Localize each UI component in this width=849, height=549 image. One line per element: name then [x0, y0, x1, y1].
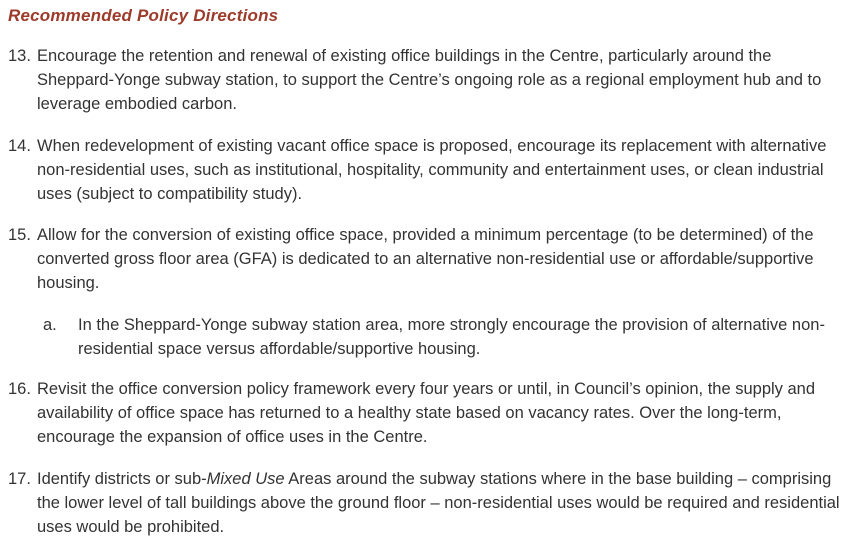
section-heading: Recommended Policy Directions	[8, 6, 279, 25]
policy-item-13	[8, 44, 840, 116]
item-text-part: Areas around the subway stations where in the base building – comprising the lower level of tall buildings above the ground floor – non-residential uses would be required and residential uses would be prohibited.	[37, 470, 840, 536]
policy-item-16	[8, 377, 840, 449]
policy-subitem-15a	[43, 313, 833, 361]
item-number: 16.	[8, 380, 31, 398]
policy-item-15	[8, 223, 840, 295]
item-text	[37, 467, 840, 539]
item-number: 13.	[8, 47, 31, 65]
item-text: Allow for the conversion of existing office space, provided a minimum percentage (to be determined) of the converted gross floor area (GFA) is dedicated to an alternative non-residential use or affordable/supportive housing.	[37, 226, 814, 292]
item-number: 14.	[8, 137, 31, 155]
policy-item-14	[8, 134, 840, 206]
item-text: When redevelopment of existing vacant office space is proposed, encourage its replacement with alternative non-residential uses, such as institutional, hospitality, community and entertainment uses, or clean industrial uses (subject to compatibility study).	[37, 137, 827, 203]
policy-item-17	[8, 467, 840, 539]
item-number: 15.	[8, 226, 31, 244]
subitem-text: In the Sheppard-Yonge subway station area, more strongly encourage the provision of alternative non-residential space versus affordable/supportive housing.	[78, 316, 825, 358]
item-text: Encourage the retention and renewal of existing office buildings in the Centre, particularly around the Sheppard-Yonge subway station, to support the Centre’s ongoing role as a regional employment hub and to leverage embodied carbon.	[37, 47, 822, 113]
item-text-italic: Mixed Use	[206, 470, 285, 488]
item-text: Revisit the office conversion policy framework every four years or until, in Council’s opinion, the supply and availability of office space has returned to a healthy state based on vacancy rates. Over the long-term, encourage the expansion of office uses in the Centre.	[37, 380, 816, 446]
item-number: 17.	[8, 470, 31, 488]
item-text-part: Identify districts or sub-	[37, 470, 207, 488]
subitem-marker: a.	[43, 316, 57, 334]
